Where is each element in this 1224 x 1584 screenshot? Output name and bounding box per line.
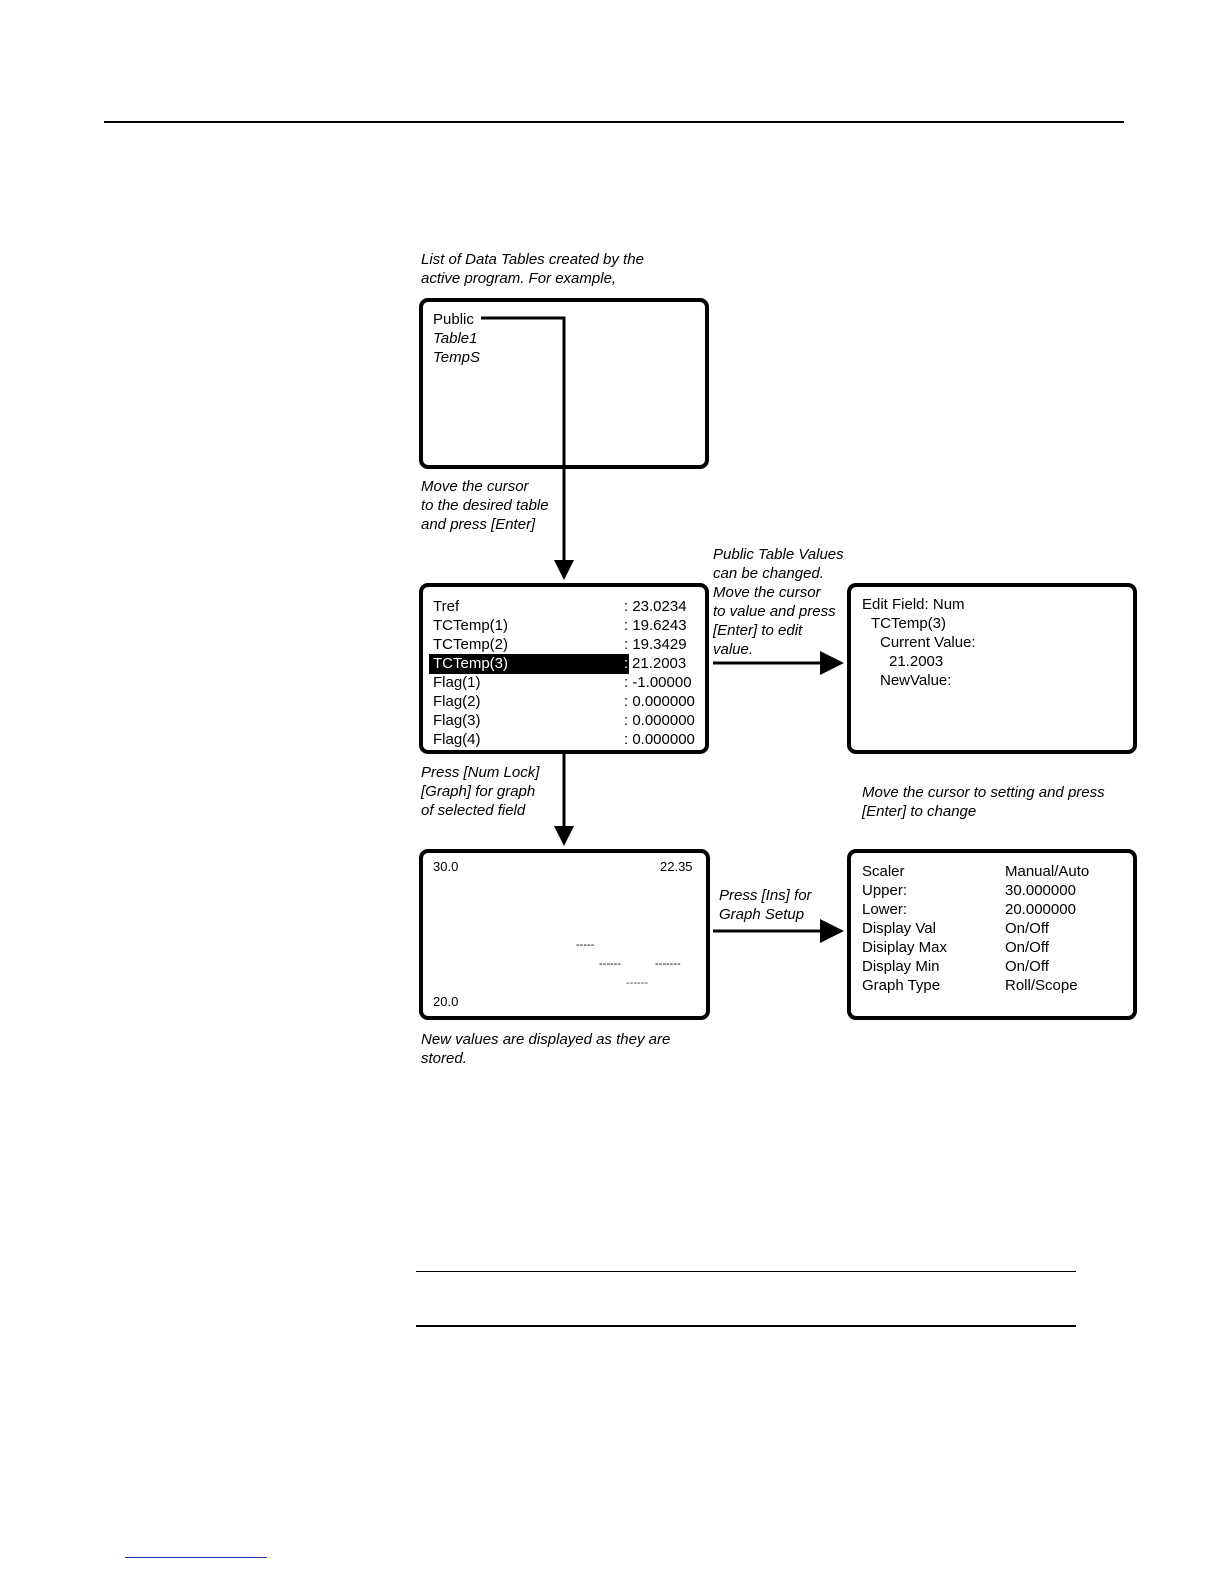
- setup-label[interactable]: Lower:: [862, 901, 908, 918]
- value-row-value: : 19.3429: [624, 636, 687, 653]
- graph-trace-segment: -------: [655, 958, 681, 970]
- setup-value[interactable]: 20.000000: [1005, 901, 1076, 918]
- value-row-value-selected: 21.2003: [632, 655, 687, 672]
- edit-field-title: Edit Field: Num: [862, 596, 965, 613]
- value-row-name[interactable]: TCTemp(2): [433, 636, 509, 653]
- arrowhead-down: [554, 560, 574, 580]
- value-row-name[interactable]: TCTemp(1): [433, 617, 509, 634]
- value-row-separator-selected: :: [624, 655, 629, 672]
- new-values-caption: New values are displayed as they are stored.: [421, 1031, 671, 1067]
- setting-caption: Move the cursor to setting and press [Enter] to change: [862, 784, 1105, 820]
- graph-trace-segment: ------: [599, 958, 621, 970]
- arrowhead-down: [554, 826, 574, 846]
- setup-label[interactable]: Display Min: [862, 958, 940, 975]
- value-row-value: : 19.6243: [624, 617, 687, 634]
- current-value: 21.2003: [889, 653, 944, 670]
- setup-value[interactable]: On/Off: [1005, 939, 1049, 956]
- edit-field-name: TCTemp(3): [871, 615, 947, 632]
- setup-label[interactable]: Display Val: [862, 920, 936, 937]
- arrowhead-right: [820, 919, 844, 943]
- table-item-temps[interactable]: TempS: [433, 349, 480, 366]
- public-values-caption: Public Table Values can be changed. Move the cursor to value and press [Enter] to edit value.: [713, 546, 844, 658]
- setup-value[interactable]: On/Off: [1005, 920, 1049, 937]
- graph-lower-label: 20.0: [433, 994, 459, 1009]
- graph-current-value: 22.35: [660, 859, 693, 874]
- value-row-name[interactable]: Flag(2): [433, 693, 481, 710]
- value-row-value: : 0.000000: [624, 731, 695, 748]
- value-row-name[interactable]: Tref: [433, 598, 460, 615]
- graph-upper-label: 30.0: [433, 859, 459, 874]
- value-row-name[interactable]: Flag(3): [433, 712, 481, 729]
- move-cursor-caption: Move the cursor to the desired table and press [Enter]: [421, 478, 549, 533]
- setup-value[interactable]: On/Off: [1005, 958, 1049, 975]
- value-row-name-selected[interactable]: TCTemp(3): [433, 655, 509, 672]
- setup-label[interactable]: Graph Type: [862, 977, 941, 994]
- new-value-label[interactable]: NewValue:: [880, 672, 952, 689]
- list-caption: List of Data Tables created by the active program. For example,: [421, 251, 644, 287]
- arrow-public-to-values: [481, 318, 564, 562]
- setup-value[interactable]: 30.000000: [1005, 882, 1076, 899]
- setup-label[interactable]: Scaler: [862, 863, 905, 880]
- value-row-name[interactable]: Flag(4): [433, 731, 481, 748]
- value-row-value: : 23.0234: [624, 598, 687, 615]
- setup-label[interactable]: Disiplay Max: [862, 939, 948, 956]
- numlock-caption: Press [Num Lock] [Graph] for graph of selected field: [421, 764, 540, 819]
- setup-value[interactable]: Roll/Scope: [1005, 977, 1078, 994]
- arrowhead-right: [820, 651, 844, 675]
- setup-label[interactable]: Upper:: [862, 882, 908, 899]
- value-row-name[interactable]: Flag(1): [433, 674, 481, 691]
- value-row-value: : 0.000000: [624, 693, 695, 710]
- setup-value[interactable]: Manual/Auto: [1005, 863, 1090, 880]
- value-row-value: : -1.00000: [624, 674, 692, 691]
- graph-trace-segment: ------: [626, 977, 648, 989]
- table-item-table1[interactable]: Table1: [433, 330, 478, 347]
- graph-trace-segment: -----: [576, 939, 595, 951]
- table-item-public[interactable]: Public: [433, 311, 474, 328]
- value-row-value: : 0.000000: [624, 712, 695, 729]
- current-value-label: Current Value:: [880, 634, 976, 651]
- ins-caption: Press [Ins] for Graph Setup: [719, 887, 812, 923]
